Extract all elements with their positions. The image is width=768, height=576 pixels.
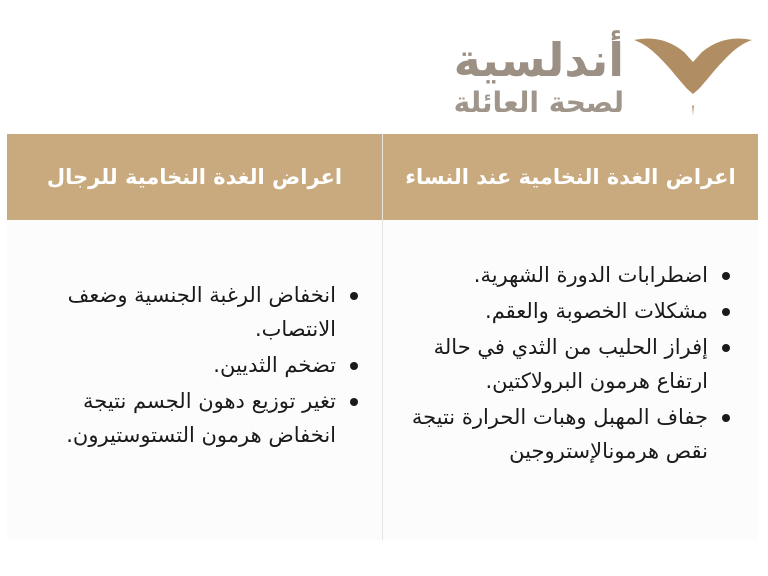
list-item: اضطرابات الدورة الشهرية. <box>398 258 736 292</box>
women-column <box>383 134 758 540</box>
men-column <box>7 134 382 540</box>
men-header <box>7 134 382 220</box>
list-item: تضخم الثديين. <box>19 348 364 382</box>
list-item: جفاف المهبل وهبات الحرارة نتيجة نقص هرمونالإستروجين <box>398 400 736 468</box>
women-header-text: اعراض الغدة النخامية عند النساء <box>405 165 736 189</box>
brand-logo <box>134 28 754 128</box>
list-item: إفراز الحليب من الثدي في حالة ارتفاع هرمون البرولاكتين. <box>398 330 736 398</box>
symptoms-table <box>7 134 758 540</box>
list-item: مشكلات الخصوبة والعقم. <box>398 294 736 328</box>
women-symptoms-list <box>398 258 736 470</box>
column-divider <box>382 134 383 540</box>
women-header <box>383 134 758 220</box>
men-symptoms-list <box>19 278 364 454</box>
list-item: تغير توزيع دهون الجسم نتيجة انخفاض هرمون التستوستيرون. <box>19 384 364 452</box>
andalusia-logo-mark-icon <box>632 32 754 116</box>
brand-name: أندلسية <box>453 33 624 87</box>
brand-tagline: لصحة العائلة <box>453 86 624 119</box>
list-item: انخفاض الرغبة الجنسية وضعف الانتصاب. <box>19 278 364 346</box>
men-header-text: اعراض الغدة النخامية للرجال <box>46 165 343 189</box>
